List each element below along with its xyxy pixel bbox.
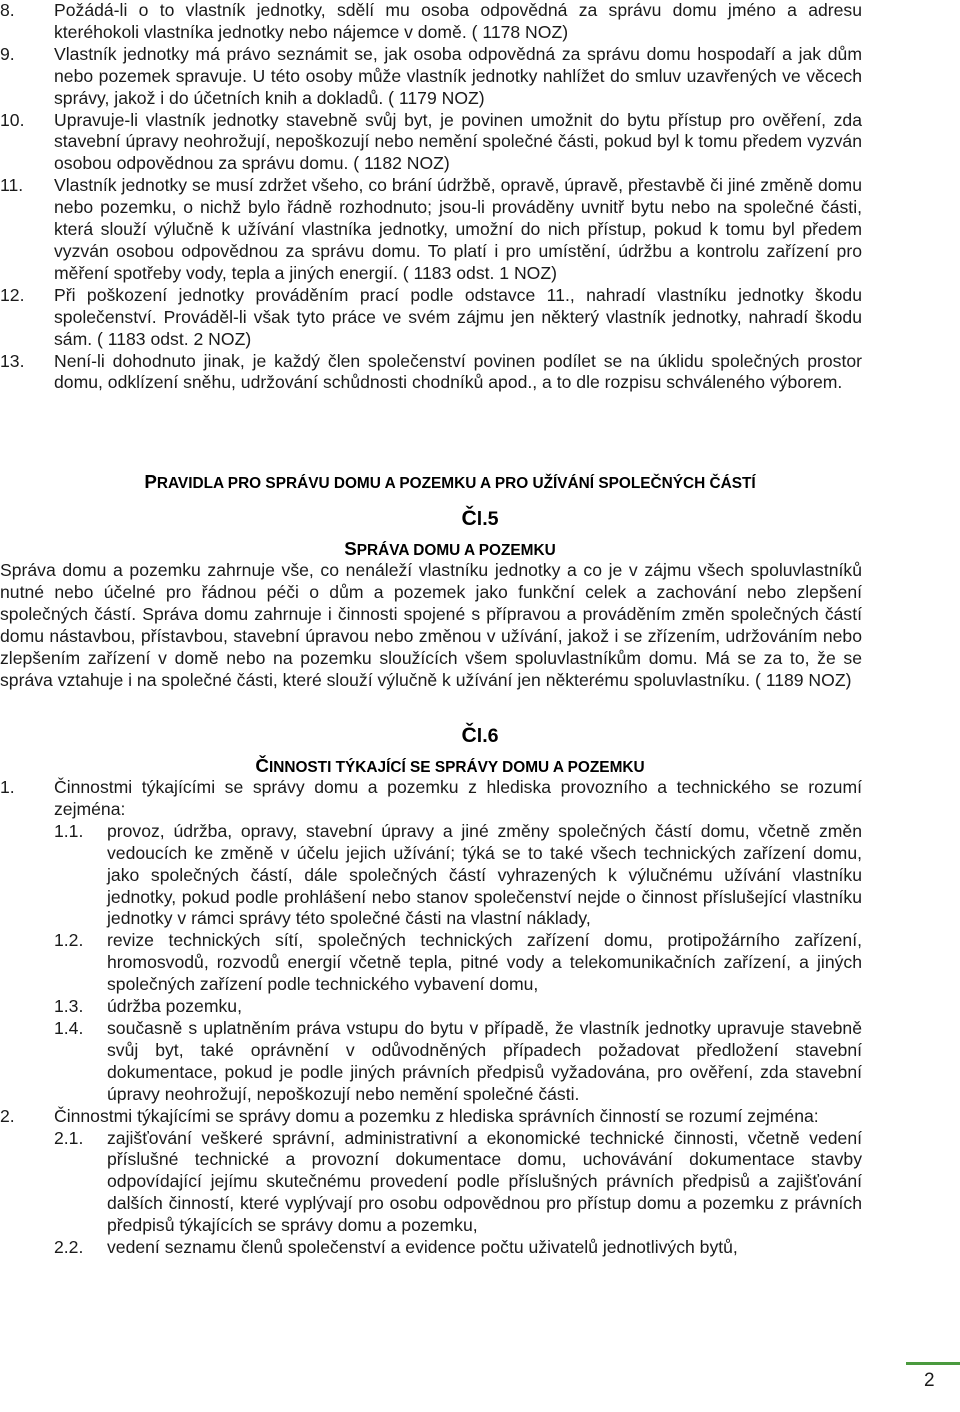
article-6-list	[0, 777, 960, 1259]
article-num: l.5	[476, 508, 499, 530]
list-item	[0, 777, 960, 821]
item-text: Činnostmi týkajícími se správy domu a pozemku z hlediska správních činností se rozumí zejména:	[54, 1105, 819, 1126]
page-number: 2	[924, 1370, 935, 1391]
footer-rule	[906, 1362, 960, 1365]
item-text: Činnostmi týkajícími se správy domu a pozemku z hlediska provozního a technického se rozumí zejména:	[54, 777, 862, 819]
sub-item-text: revize technických sítí, společných technických zařízení domu, protipožárního zařízení, hromosvodů, rozvodů energií včetně tepla, pitné vody a telekomunikačních zařízení, a jiných společných zařízení podle technického vybavení domu,	[107, 930, 862, 995]
sub-item-number: 1.2.	[54, 930, 84, 951]
article-heading-initial: S	[344, 538, 357, 559]
sub-item-number: 2.1.	[54, 1127, 84, 1148]
list-item	[0, 351, 960, 395]
sub-item-text: zajišťování veškeré správní, administrativní a ekonomické technické činnosti, včetně vedení příslušné technické a provozní dokumentace domu, uchovávání dokumentace stavby odpovídající jejímu skutečnému provedení podle příslušných právních předpisů a zajišťování dalších činností, které vyplývají pro osobu odpovědnou pro přístup domu a pozemku z právních předpisů týkajících se správy domu a pozemku,	[107, 1127, 862, 1236]
list-item	[0, 1106, 960, 1128]
item-text: Požádá-li o to vlastník jednotky, sdělí mu osoba odpovědná za správu domu jméno a adresu kteréhokoli vlastníka jednotky nebo nájemce v domě. ( 1178 NOZ)	[54, 0, 862, 42]
sub-item-text: údržba pozemku,	[107, 996, 242, 1017]
article-heading-rest: INNOSTI TÝKAJÍCÍ SE SPRÁVY DOMU A POZEMKU	[268, 759, 645, 776]
section-heading-rest: RAVIDLA PRO SPRÁVU DOMU A POZEMKU A PRO UŽÍVÁNÍ SPOLEČNÝCH ČÁSTÍ	[156, 475, 756, 492]
item-text: Vlastník jednotky se musí zdržet všeho, co brání údržbě, opravě, úpravě, přestavbě či jiné změně domu nebo pozemku, o nichž bylo řádně rozhodnuto; jsou-li prováděny uvnitř bytu nebo na společné části, která slouží výlučně k užívání vlastníka jednotky, umožní do nich přístup, pokud k tomu byl předem vyzván osobou odpovědnou za správu domu. To platí i pro umístění, údržbu a kontrolu zařízení pro měření spotřeby vody, tepla a jiných energií. ( 1183 odst. 1 NOZ)	[54, 175, 862, 283]
sub-item	[0, 930, 960, 996]
sub-item	[0, 1237, 960, 1259]
sub-item-text: provoz, údržba, opravy, stavební úpravy a jiné změny společných částí domu, včetně změn vedoucích ke změně v účelu jejich užívání; týká se to také všech technických zařízení domu, jako společných částí, dále společných částí vyhrazených k výlučnému užívání vlastníku jednotky, pokud podle prohlášení nebo stanov společenství nejde o činnost příslušející vlastníku jednotky v rámci správy této společné části na vlastní náklady,	[107, 820, 862, 929]
article-cap: Č	[461, 724, 477, 747]
item-number: 11.	[0, 175, 24, 196]
section-heading	[0, 471, 960, 495]
article-6-number	[0, 725, 960, 748]
article-heading-initial: Č	[255, 755, 269, 776]
sub-item	[0, 1128, 960, 1238]
list-item	[0, 175, 960, 285]
sub-item	[0, 996, 960, 1018]
item-text: Upravuje-li vlastník jednotky stavebně svůj byt, je povinen umožnit do bytu přístup pro ověření, zda stavební úpravy neohrožují, nepoškozují nebo nemění společné části, pokud byl k tomu předem vyzván osobou odpovědnou za správu domu. ( 1182 NOZ)	[54, 109, 862, 174]
article-num: l.6	[476, 725, 499, 747]
item-number: 2.	[0, 1105, 15, 1126]
list-item	[0, 110, 960, 176]
item-number: 12.	[0, 284, 25, 305]
item-number: 10.	[0, 109, 25, 130]
item-number: 1.	[0, 777, 15, 797]
article-5-number	[0, 508, 960, 531]
article-cap: Č	[461, 507, 477, 530]
item-text: Vlastník jednotky má právo seznámit se, jak osoba odpovědná za správu domu hospodaří a jak dům nebo pozemek spravuje. U této osoby může vlastník jednotky nahlížet do smluv uzavřených ve věcech správy, jakož i do účetních knih a dokladů. ( 1179 NOZ)	[54, 43, 862, 108]
sub-item-text: současně s uplatněním práva vstupu do bytu v případě, že vlastník jednotky upravuje stavebně svůj byt, také oprávnění v odůvodněných případech požadovat předložení stavební dokumentace, pokud je podle jiných právních předpisů vyžadována, pro ověření, zda stavební úpravy neohrožují, nepoškozují nebo nemění společné části.	[107, 1017, 862, 1104]
list-item	[0, 44, 960, 110]
article-heading-rest: PRÁVA DOMU A POZEMKU	[356, 542, 556, 559]
item-number: 9.	[0, 43, 15, 64]
sub-item	[0, 1018, 960, 1106]
sub-item-number: 1.1.	[54, 820, 84, 841]
sub-item-number: 1.3.	[54, 996, 84, 1017]
list-item	[0, 0, 960, 44]
sub-item	[0, 821, 960, 931]
article-6-heading	[0, 755, 960, 779]
section-heading-initial: P	[144, 471, 157, 492]
sub-item-number: 2.2.	[54, 1237, 84, 1258]
item-text: Není-li dohodnuto jinak, je každý člen společenství povinen podílet se na úklidu společných prostor domu, odklízení sněhu, udržování schůdnosti chodníků apod., a to dle rozpisu schváleného výborem.	[54, 350, 862, 393]
list-item	[0, 285, 960, 351]
item-number: 8.	[0, 0, 15, 20]
rules-list	[0, 0, 960, 394]
sub-item-number: 1.4.	[54, 1017, 84, 1038]
item-text: Při poškození jednotky prováděním prací podle odstavce 11., nahradí vlastníku jednotky škodu společenství. Prováděl-li však tyto práce ve svém zájmu jen některý vlastník jednotky, nahradí škodu sám. ( 1183 odst. 2 NOZ)	[54, 284, 862, 349]
sub-item-text: vedení seznamu členů společenství a evidence počtu uživatelů jednotlivých bytů,	[107, 1237, 738, 1258]
item-number: 13.	[0, 350, 25, 371]
article-5-heading	[0, 538, 960, 562]
article-5-paragraph: Správa domu a pozemku zahrnuje vše, co nenáleží vlastníku jednotky a co je v zájmu všech spoluvlastníků nutné nebo účelné pro řádnou péči o dům a pozemek jako funkční celek a zachování nebo zlepšení společných částí. Správa domu zahrnuje i činnosti spojené s přípravou a prováděním změn společných částí domu nástavbou, přístavbou, stavební úpravou nebo změnou v užívání, jakož i se zřízením, udržováním nebo zlepšením zařízení v domě nebo na pozemku sloužících všem spoluvlastníkům domu. Má se za to, že se správa vztahuje i na společné části, které slouží výlučně k užívání jen některému spoluvlastníku. ( 1189 NOZ)	[0, 560, 862, 690]
